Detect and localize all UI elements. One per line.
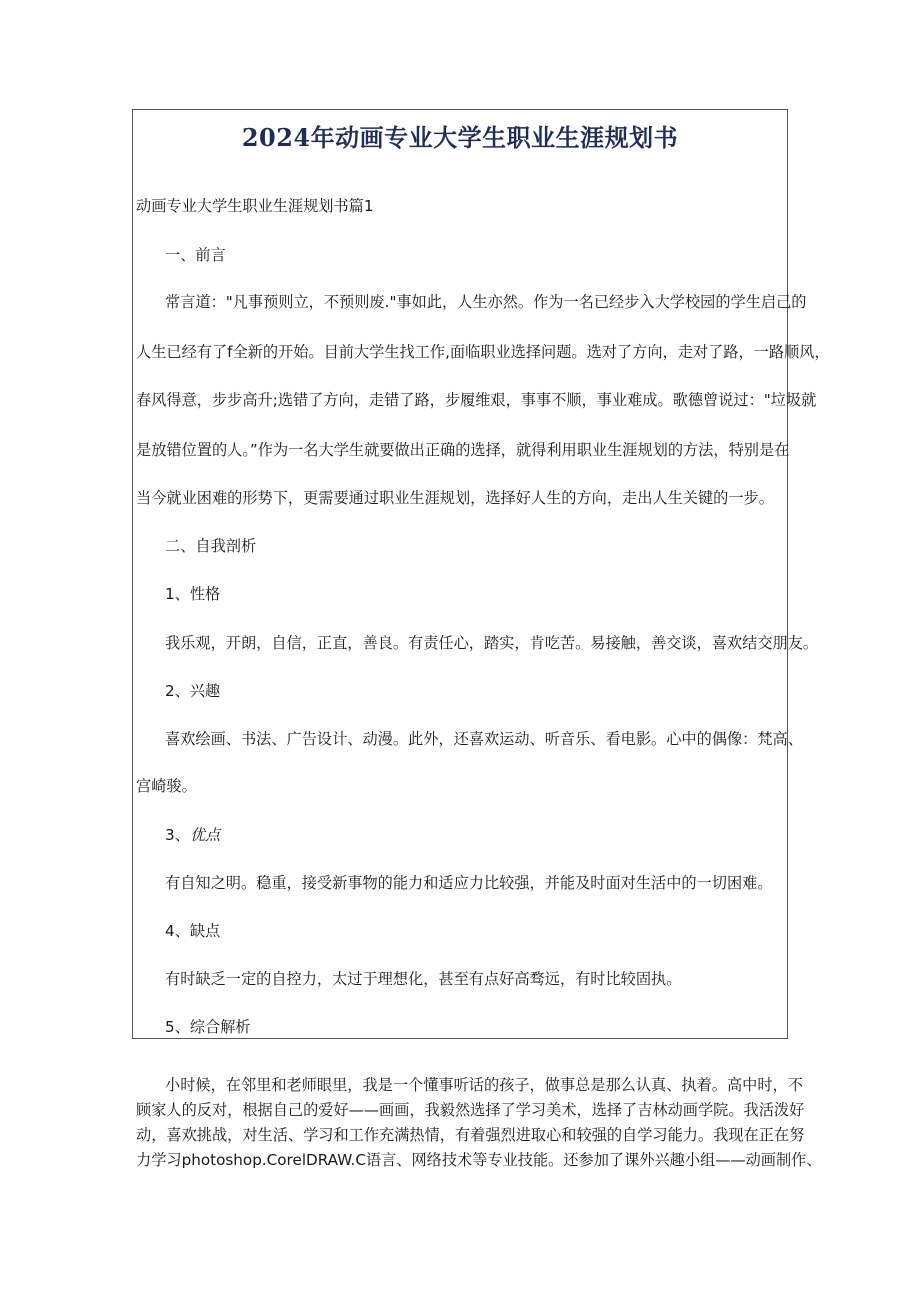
preface-heading: 一、前言 (165, 246, 226, 264)
strength-label: 优点 (189, 826, 221, 844)
analysis-paragraph (136, 1073, 822, 1173)
self-analysis-heading: 二、自我剖析 (165, 537, 257, 555)
section-subtitle: 动画专业大学生职业生涯规划书篇1 (136, 197, 374, 215)
preface-line: 当今就业困难的形势下，更需要通过职业生涯规划，选择好人生的方向，走出人生关键的一步。 (136, 489, 774, 507)
preface-line: 春风得意，步步高升;选错了方向，走错了路，步履维艰，事事不顺，事业难成。歌德曾说过："垃圾就 (136, 391, 817, 409)
strength-heading (165, 825, 220, 845)
personality-heading: 1、性格 (165, 585, 221, 603)
document-border (132, 109, 830, 1039)
preface-line: 是放错位置的人。”作为一名大学生就要做出正确的选择，就得利用职业生涯规划的方法，特别是在 (136, 441, 790, 459)
strength-text: 有自知之明。稳重，接受新事物的能力和适应力比较强，并能及时面对生活中的一切困难。 (165, 874, 773, 892)
personality-text: 我乐观，开朗，自信，正直，善良。有责任心，踏实，肯吃苦。易接触，善交谈，喜欢结交朋友。 (165, 634, 819, 652)
weakness-text: 有时缺乏一定的自控力，太过于理想化，甚至有点好高骛远，有时比较固执。 (165, 970, 682, 988)
interest-heading: 2、兴趣 (165, 682, 221, 700)
document-title: 2024年动画专业大学生职业生涯规划书 (241, 123, 679, 152)
analysis-line: 小时候，在邻里和老师眼里，我是一个懂事听话的孩子，做事总是那么认真、执着。高中时，不 (165, 1076, 803, 1094)
weakness-heading: 4、缺点 (165, 922, 221, 940)
analysis-line: 动，喜欢挑战，对生活、学习和工作充满热情，有着强烈进取心和较强的自学习能力。我现在正在努 (136, 1126, 805, 1144)
analysis-line: 顾家人的反对，根据自己的爱好——画画，我毅然选择了学习美术，选择了吉林动画学院。我活泼好 (136, 1101, 805, 1119)
preface-line: 人生已经有了f全新的开始。目前大学生找工作,面临职业选择问题。选对了方向，走对了路，一路顺风， (136, 343, 830, 361)
analysis-heading: 5、综合解析 (165, 1018, 251, 1036)
interest-line: 喜欢绘画、书法、广告设计、动漫。此外，还喜欢运动、听音乐、看电影。心中的偶像：梵高、 (165, 730, 803, 748)
analysis-line: 力学习photoshop.CorelDRAW.C语言、网络技术等专业技能。还参加了课外兴趣小组——动画制作、 (136, 1151, 822, 1169)
preface-line: 常言道："凡事预则立，不预则废."事如此，人生亦然。作为一名已经步入大学校园的学生启己的 (165, 293, 807, 311)
interest-line: 宫崎骏。 (136, 777, 197, 795)
strength-number: 3、 (165, 826, 190, 844)
